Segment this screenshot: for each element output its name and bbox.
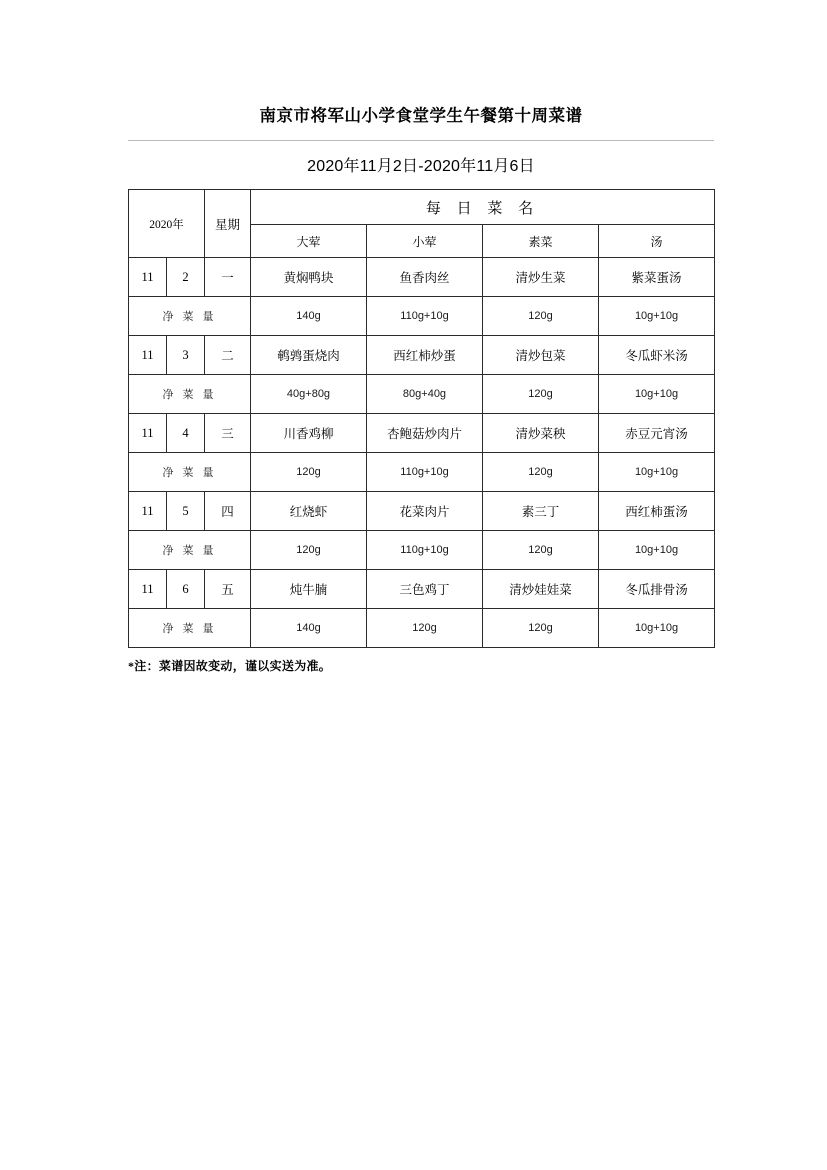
cell-amount-main-meat: 120g — [251, 531, 367, 570]
cell-day: 3 — [167, 336, 205, 375]
column-header-vegetable: 素菜 — [483, 225, 599, 258]
cell-dish-main-meat: 黄焖鸭块 — [251, 258, 367, 297]
cell-month: 11 — [129, 570, 167, 609]
cell-amount-label: 净 菜 量 — [129, 453, 251, 492]
cell-dish-main-meat: 炖牛腩 — [251, 570, 367, 609]
cell-amount-small-meat: 110g+10g — [367, 531, 483, 570]
cell-amount-main-meat: 140g — [251, 609, 367, 648]
cell-amount-vegetable: 120g — [483, 609, 599, 648]
cell-amount-soup: 10g+10g — [599, 297, 715, 336]
cell-day: 4 — [167, 414, 205, 453]
cell-weekday: 一 — [205, 258, 251, 297]
cell-dish-small-meat: 三色鸡丁 — [367, 570, 483, 609]
cell-amount-main-meat: 140g — [251, 297, 367, 336]
cell-month: 11 — [129, 258, 167, 297]
table-row — [129, 492, 715, 531]
cell-amount-label: 净 菜 量 — [129, 609, 251, 648]
cell-amount-small-meat: 80g+40g — [367, 375, 483, 414]
table-row-amount — [129, 609, 715, 648]
cell-day: 2 — [167, 258, 205, 297]
cell-dish-main-meat: 红烧虾 — [251, 492, 367, 531]
table-row-amount — [129, 297, 715, 336]
table-row — [129, 258, 715, 297]
cell-weekday: 四 — [205, 492, 251, 531]
cell-dish-soup: 冬瓜排骨汤 — [599, 570, 715, 609]
menu-document — [128, 96, 714, 674]
cell-dish-main-meat: 鹌鹑蛋烧肉 — [251, 336, 367, 375]
cell-month: 11 — [129, 336, 167, 375]
cell-amount-small-meat: 120g — [367, 609, 483, 648]
column-header-soup: 汤 — [599, 225, 715, 258]
cell-dish-vegetable: 清炒生菜 — [483, 258, 599, 297]
menu-table — [128, 189, 715, 648]
cell-dish-vegetable: 素三丁 — [483, 492, 599, 531]
cell-amount-small-meat: 110g+10g — [367, 453, 483, 492]
cell-month: 11 — [129, 414, 167, 453]
table-row-amount — [129, 375, 715, 414]
header-year-cell: 2020年 — [129, 190, 205, 258]
cell-amount-vegetable: 120g — [483, 453, 599, 492]
cell-dish-soup: 西红柿蛋汤 — [599, 492, 715, 531]
title-band — [128, 96, 714, 141]
cell-amount-label: 净 菜 量 — [129, 375, 251, 414]
cell-dish-small-meat: 西红柿炒蛋 — [367, 336, 483, 375]
cell-amount-label: 净 菜 量 — [129, 531, 251, 570]
cell-amount-soup: 10g+10g — [599, 453, 715, 492]
table-row-amount — [129, 531, 715, 570]
cell-month: 11 — [129, 492, 167, 531]
cell-dish-small-meat: 花菜肉片 — [367, 492, 483, 531]
table-row — [129, 414, 715, 453]
cell-amount-soup: 10g+10g — [599, 531, 715, 570]
cell-dish-soup: 冬瓜虾米汤 — [599, 336, 715, 375]
page-title: 南京市将军山小学食堂学生午餐第十周菜谱 — [259, 106, 583, 125]
subtitle-band — [128, 141, 714, 189]
cell-amount-vegetable: 120g — [483, 375, 599, 414]
cell-amount-main-meat: 40g+80g — [251, 375, 367, 414]
cell-dish-main-meat: 川香鸡柳 — [251, 414, 367, 453]
cell-dish-small-meat: 杏鲍菇炒肉片 — [367, 414, 483, 453]
cell-weekday: 二 — [205, 336, 251, 375]
header-menu-cell: 每 日 菜 名 — [251, 190, 715, 225]
cell-amount-small-meat: 110g+10g — [367, 297, 483, 336]
cell-day: 5 — [167, 492, 205, 531]
cell-day: 6 — [167, 570, 205, 609]
cell-amount-vegetable: 120g — [483, 297, 599, 336]
cell-amount-label: 净 菜 量 — [129, 297, 251, 336]
cell-dish-soup: 赤豆元宵汤 — [599, 414, 715, 453]
footnote: *注：菜谱因故变动，谨以实送为准。 — [128, 659, 332, 673]
cell-amount-soup: 10g+10g — [599, 375, 715, 414]
cell-dish-soup: 紫菜蛋汤 — [599, 258, 715, 297]
header-weekday-cell: 星期 — [205, 190, 251, 258]
table-row — [129, 336, 715, 375]
table-row — [129, 570, 715, 609]
date-range-subtitle: 2020年11月2日-2020年11月6日 — [307, 158, 535, 175]
cell-dish-vegetable: 清炒娃娃菜 — [483, 570, 599, 609]
cell-weekday: 三 — [205, 414, 251, 453]
table-row-amount — [129, 453, 715, 492]
cell-amount-soup: 10g+10g — [599, 609, 715, 648]
table-header-row — [129, 190, 715, 225]
cell-amount-main-meat: 120g — [251, 453, 367, 492]
column-header-main-meat: 大荤 — [251, 225, 367, 258]
cell-amount-vegetable: 120g — [483, 531, 599, 570]
column-header-small-meat: 小荤 — [367, 225, 483, 258]
cell-dish-vegetable: 清炒菜秧 — [483, 414, 599, 453]
cell-dish-small-meat: 鱼香肉丝 — [367, 258, 483, 297]
cell-dish-vegetable: 清炒包菜 — [483, 336, 599, 375]
cell-weekday: 五 — [205, 570, 251, 609]
